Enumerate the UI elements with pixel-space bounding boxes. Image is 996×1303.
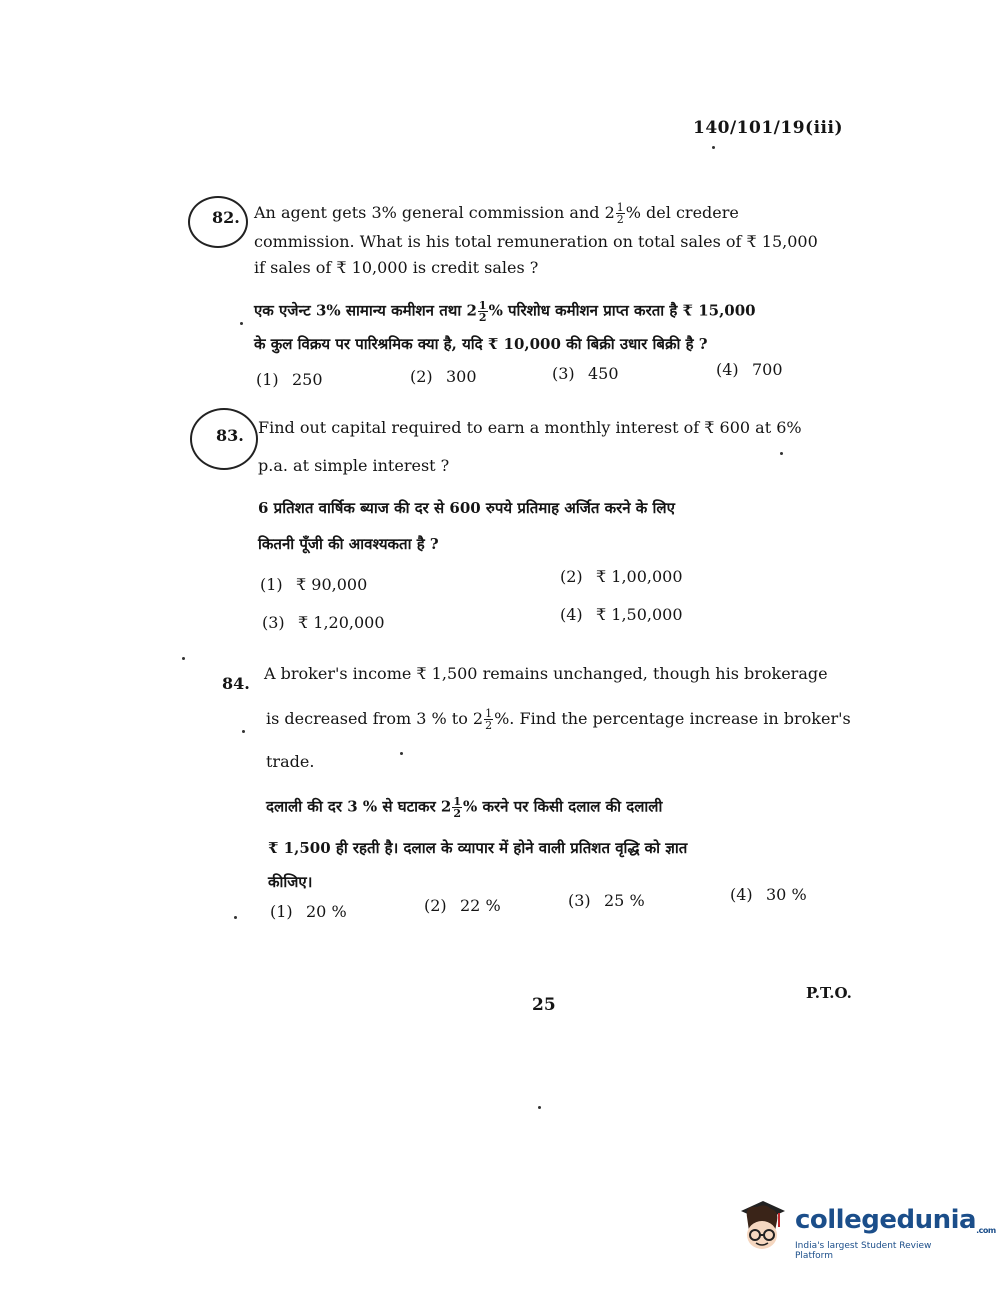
question-83-en-line-2: p.a. at simple interest ? [258,456,450,475]
scan-speck [780,452,783,455]
question-82-number: 82. [212,208,240,227]
question-82-en-line-2: commission. What is his total remuneration on total sales of ₹ 15,000 [254,232,818,251]
scan-speck [240,322,243,325]
question-82-en-line-3: if sales of ₹ 10,000 is credit sales ? [254,258,539,277]
fraction-half: $\frac{1}{2}$ [485,707,493,732]
scan-speck [538,1106,541,1109]
page-number: 25 [532,995,556,1015]
scan-speck [712,146,715,149]
question-82-option-4: (4) 700 [716,360,783,379]
scan-speck [234,916,237,919]
question-83-option-4: (4) ₹ 1,50,000 [560,605,683,624]
question-84-option-4: (4) 30 % [730,885,807,904]
logo-tagline: India's largest Student Review Platform [795,1241,932,1261]
question-83-option-1: (1) ₹ 90,000 [260,575,368,594]
logo-wordmark: collegedunia.com [795,1205,996,1235]
question-84-hi-line-1: दलाली की दर 3 % से घटाकर 2 $\frac{1}{2}$ % करने पर किसी दलाल की दलाली [266,795,663,820]
fraction-half: $\frac{1}{2}$ [616,201,624,226]
question-84-en-line-2: is decreased from 3 % to 2 $\frac{1}{2}$ %. Find the percentage increase in broker's [266,707,851,732]
question-82-option-2: (2) 300 [410,367,477,386]
fraction-half: $\frac{1}{2}$ [453,795,462,820]
question-82-hi-line-1: एक एजेन्ट 3% सामान्य कमीशन तथा 2 $\frac{1}{2}$ % परिशोध कमीशन प्राप्त करता है ₹ 15,000 [254,299,756,324]
collegedunia-logo [735,1197,996,1261]
student-mascot-icon [735,1197,791,1257]
question-84-option-1: (1) 20 % [270,902,347,921]
question-82-option-1: (1) 250 [256,370,323,389]
scan-speck [182,657,185,660]
question-83-option-3: (3) ₹ 1,20,000 [262,613,385,632]
question-84-hi-line-3: कीजिए। [268,873,313,891]
scan-speck [242,730,245,733]
paper-code: 140/101/19(iii) [692,118,843,138]
question-84-en-line-3: trade. [266,752,315,771]
scan-speck [400,752,403,755]
pto-label: P.T.O. [806,984,852,1002]
question-84-number: 84. [222,674,250,693]
question-84-hi-line-2: ₹ 1,500 ही रहती है। दलाल के व्यापार में होने वाली प्रतिशत वृद्धि को ज्ञात [268,839,688,857]
question-83-en-line-1: Find out capital required to earn a monthly interest of ₹ 600 at 6% [258,418,802,437]
question-83-hi-line-1: 6 प्रतिशत वार्षिक ब्याज की दर से 600 रुपये प्रतिमाह अर्जित करने के लिए [258,499,675,517]
question-82-option-3: (3) 450 [552,364,619,383]
question-84-option-3: (3) 25 % [568,891,645,910]
question-83-hi-line-2: कितनी पूँजी की आवश्यकता है ? [258,535,439,553]
question-83-option-2: (2) ₹ 1,00,000 [560,567,683,586]
question-84-en-line-1: A broker's income ₹ 1,500 remains unchanged, though his brokerage [264,664,828,683]
fraction-half: $\frac{1}{2}$ [478,299,487,324]
question-82-en-line-1: An agent gets 3% general commission and 2 $\frac{1}{2}$ % del credere [254,201,739,226]
question-82-hi-line-2: के कुल विक्रय पर पारिश्रमिक क्या है, यदि ₹ 10,000 की बिक्री उधार बिक्री है ? [254,335,708,353]
question-84-option-2: (2) 22 % [424,896,501,915]
question-83-number: 83. [216,426,244,445]
